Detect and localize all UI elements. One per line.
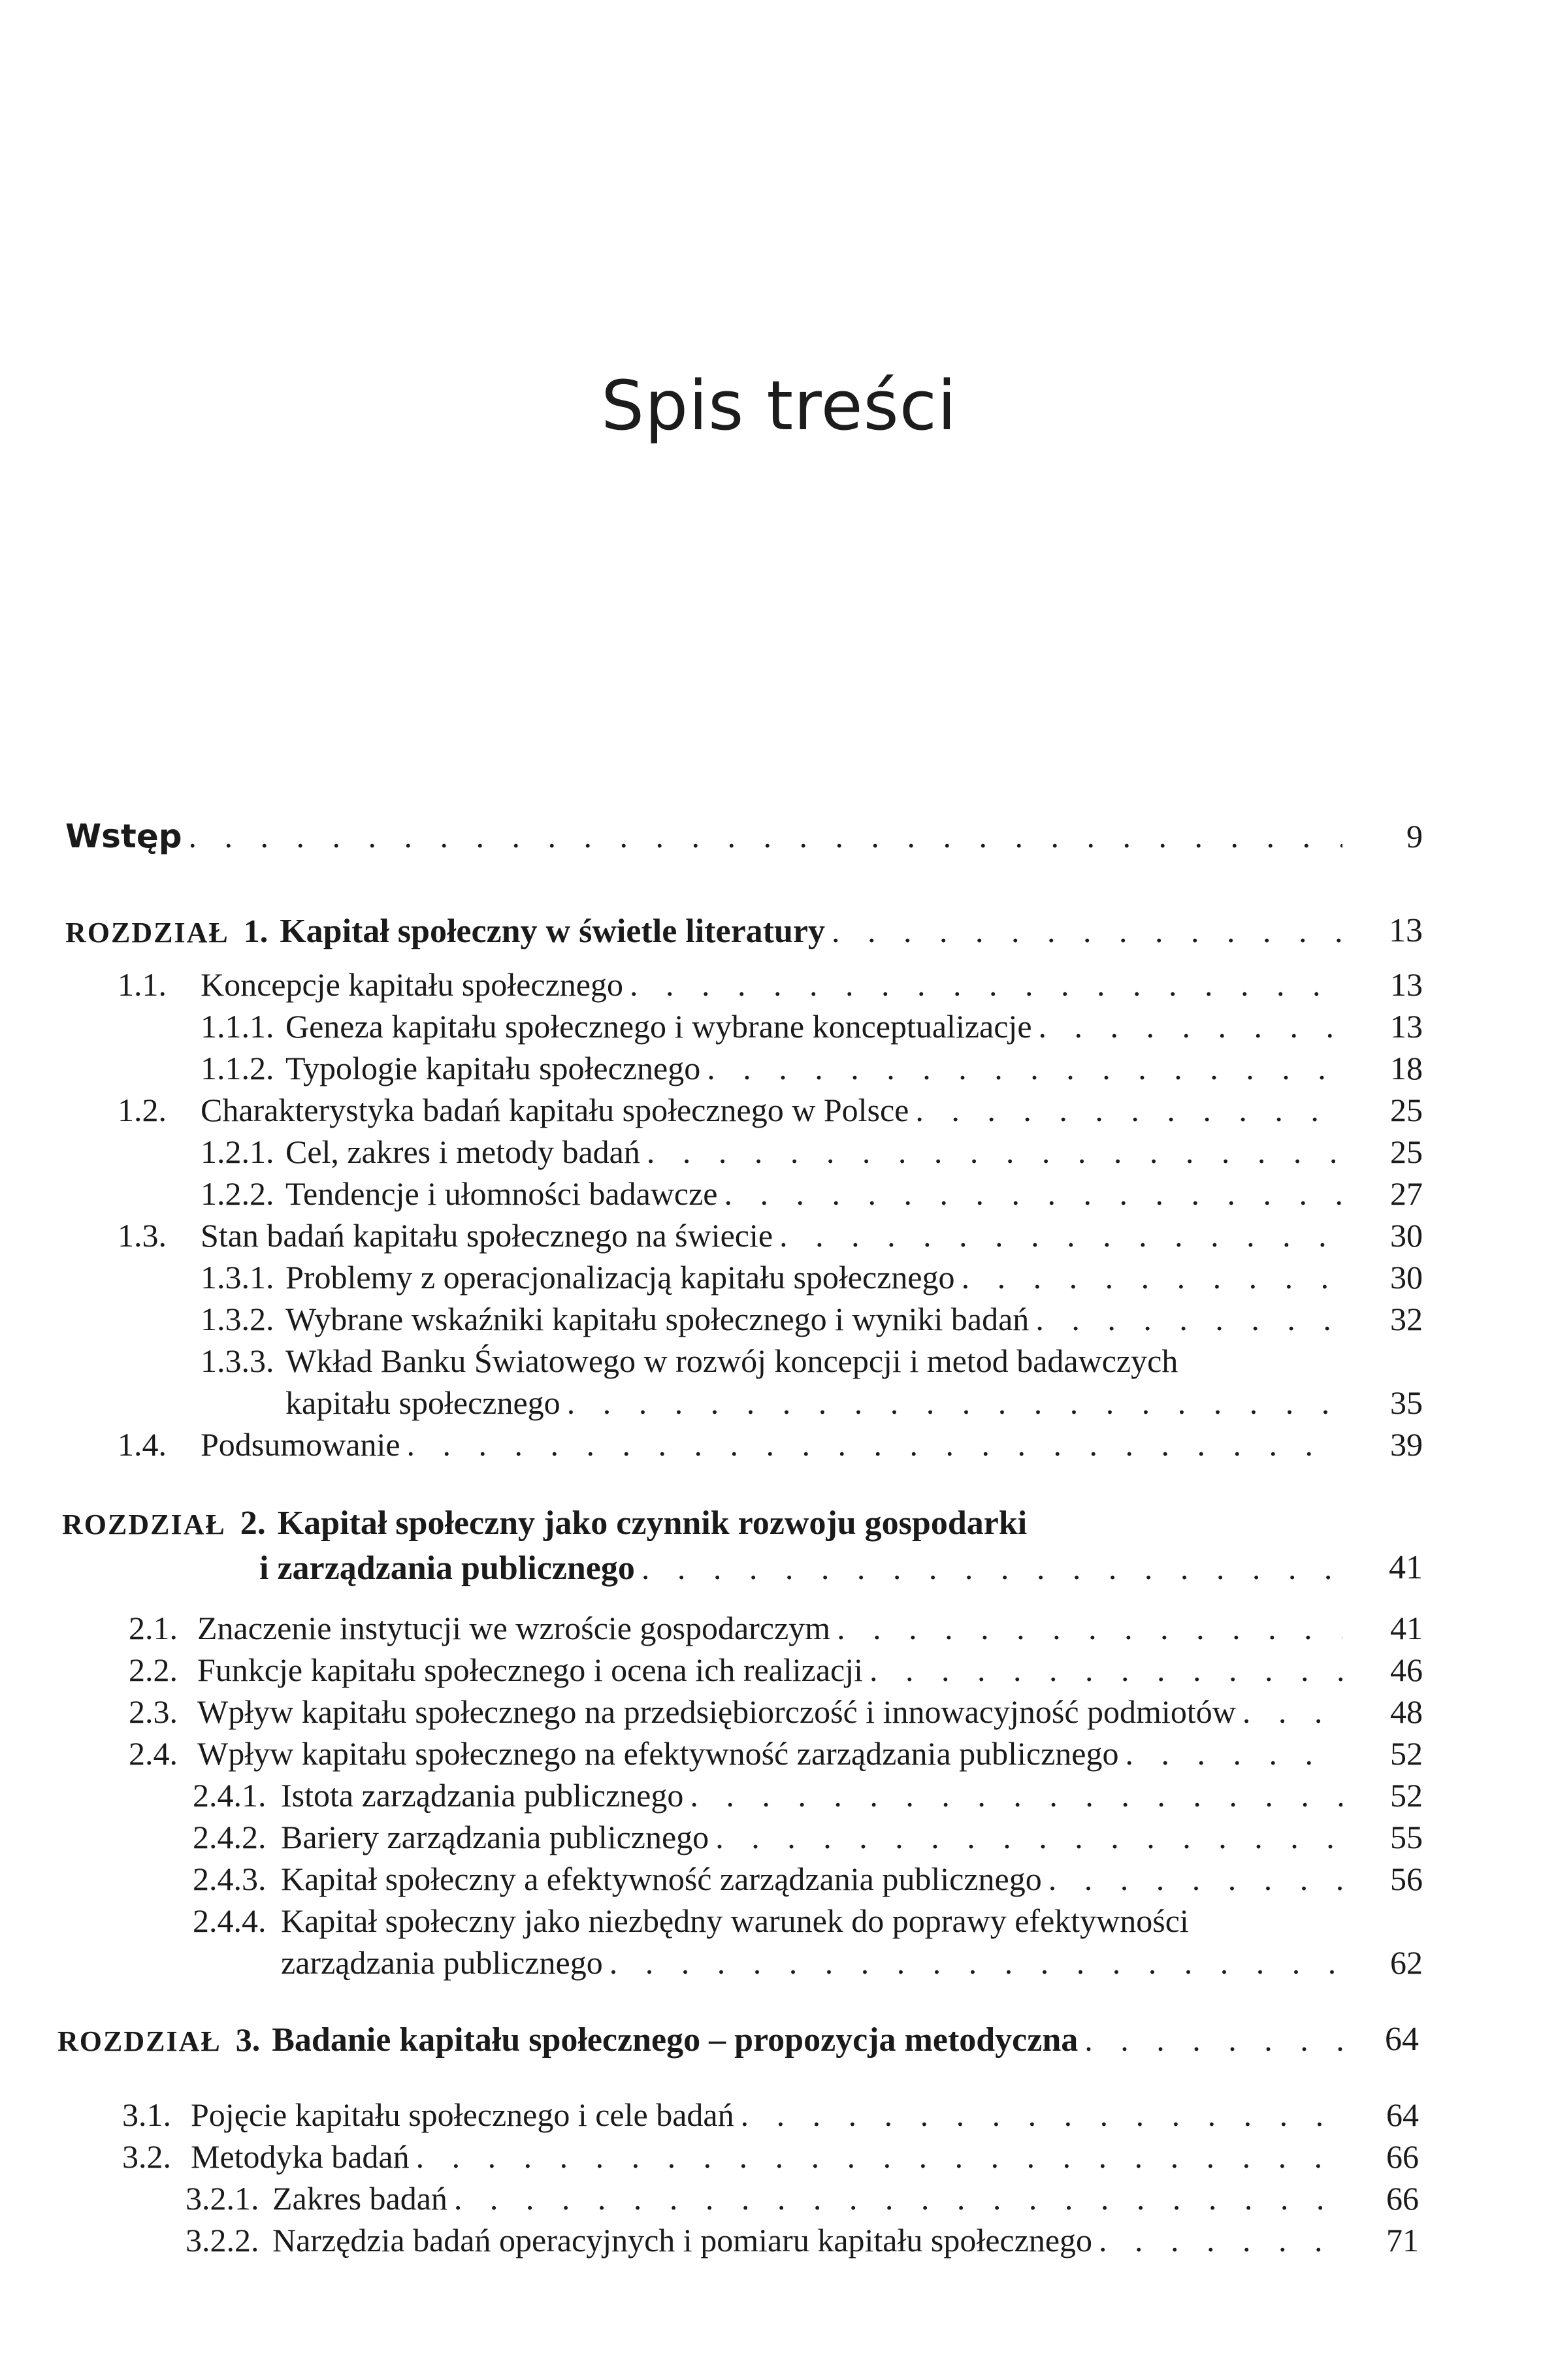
section-number: 2.4. [129, 1735, 178, 1772]
leader-dots [1078, 2019, 1342, 2061]
section-title: Bariery zarządzania publicznego [281, 1819, 709, 1855]
toc-entry[interactable] [0, 1005, 1558, 1051]
toc-entry[interactable] [0, 1607, 1558, 1653]
leader-dots [640, 1131, 1342, 1173]
toc-page-number: 62 [1390, 1944, 1423, 1981]
toc-entry[interactable] [0, 1733, 1558, 1778]
page-title: Spis treści [601, 366, 957, 446]
section-number: 3.2.1. [186, 2180, 259, 2217]
toc-page-number: 41 [1390, 1610, 1423, 1646]
section-number: 2.4.3. [193, 1861, 267, 1897]
section-title: Metodyka badań [191, 2138, 410, 2175]
toc-entry[interactable] [0, 1858, 1558, 1904]
section-number: 1.3.1. [201, 1259, 274, 1296]
leader-dots [1236, 1691, 1342, 1733]
section-number: 2.1. [129, 1610, 178, 1646]
leader-dots [825, 910, 1342, 952]
toc-entry-label: Wstęp [65, 817, 182, 855]
toc-page-number: 25 [1390, 1092, 1423, 1128]
section-number: 2.4.2. [193, 1819, 267, 1855]
section-title: Funkcje kapitału społecznego i ocena ich realizacji [197, 1652, 863, 1688]
chapter-title-continued: i zarządzania publicznego [259, 1550, 635, 1587]
toc-page-number: 66 [1386, 2138, 1419, 2175]
chapter-number: 2. [240, 1505, 266, 1542]
section-title: Koncepcje kapitału społecznego [201, 966, 623, 1003]
toc-entry[interactable] [0, 1256, 1558, 1302]
section-title: Problemy z operacjonalizacją kapitału społecznego [285, 1259, 955, 1296]
toc-page-number: 56 [1390, 1861, 1423, 1897]
toc-page-number: 41 [1389, 1549, 1423, 1586]
section-title: Pojęcie kapitału społecznego i cele badań [191, 2096, 734, 2133]
toc-chapter-2[interactable] [0, 1503, 1558, 1594]
toc-entry[interactable] [0, 1089, 1558, 1135]
toc-page-number: 64 [1385, 2021, 1419, 2058]
leader-dots [635, 1547, 1342, 1589]
toc-page-number: 13 [1390, 1008, 1423, 1045]
toc-entry[interactable] [0, 1214, 1558, 1260]
toc-page-number: 30 [1390, 1217, 1423, 1254]
section-number: 1.3. [118, 1217, 167, 1254]
toc-page-number: 48 [1390, 1693, 1423, 1730]
leader-dots [1042, 1858, 1342, 1900]
chapter-title: Kapitał społeczny jako czynnik rozwoju gospodarki [277, 1505, 1028, 1542]
section-number: 1.4. [118, 1426, 167, 1463]
section-number: 3.2. [122, 2138, 171, 2175]
leader-dots [700, 1047, 1342, 1089]
toc-entry-intro[interactable] [0, 815, 1558, 861]
section-number: 1.2.2. [201, 1175, 274, 1212]
section-number: 1.1.2. [201, 1050, 274, 1086]
section-number: 1.2.1. [201, 1133, 274, 1170]
toc-page-number: 32 [1390, 1301, 1423, 1337]
section-title: Geneza kapitału społecznego i wybrane konceptualizacje [285, 1008, 1032, 1045]
section-title: Kapitał społeczny a efektywność zarządzania publicznego [281, 1861, 1042, 1897]
toc-page-number: 71 [1386, 2222, 1419, 2258]
toc-entry[interactable] [0, 1131, 1558, 1177]
leader-dots [1119, 1733, 1343, 1774]
toc-page-number: 46 [1390, 1652, 1423, 1688]
leader-dots [623, 964, 1342, 1005]
leader-dots [773, 1214, 1342, 1256]
leader-dots [709, 1816, 1342, 1858]
toc-entry[interactable] [0, 1816, 1558, 1862]
toc-entry[interactable] [0, 1173, 1558, 1218]
toc-entry[interactable] [0, 1424, 1558, 1469]
chapter-number: 3. [235, 2021, 261, 2058]
section-title: Znaczenie instytucji we wzroście gospodarczym [197, 1610, 831, 1646]
toc-page-number: 52 [1390, 1777, 1423, 1814]
toc-page-number: 18 [1390, 1050, 1423, 1086]
leader-dots [182, 815, 1342, 857]
chapter-keyword: ROZDZIAŁ [62, 1508, 226, 1540]
section-number: 2.4.4. [193, 1902, 267, 1939]
toc-entry[interactable] [0, 1691, 1558, 1736]
leader-dots [718, 1173, 1343, 1214]
toc-entry[interactable] [0, 2177, 1558, 2223]
leader-dots [400, 1424, 1342, 1465]
section-number: 2.4.1. [193, 1777, 267, 1814]
leader-dots [734, 2094, 1342, 2136]
section-number: 2.2. [129, 1652, 178, 1688]
chapter-title: Kapitał społeczny w świetle literatury [280, 913, 825, 950]
section-title-continued: zarządzania publicznego [281, 1944, 603, 1981]
toc-page-number: 13 [1389, 912, 1423, 949]
chapter-keyword: ROZDZIAŁ [57, 2025, 221, 2057]
leader-dots [410, 2136, 1342, 2177]
toc-page-number: 27 [1390, 1175, 1423, 1212]
toc-entry[interactable] [0, 1774, 1558, 1820]
toc-page-number: 39 [1390, 1426, 1423, 1463]
chapter-keyword: ROZDZIAŁ [65, 917, 229, 949]
chapter-title: Badanie kapitału społecznego – propozycja metodyczna [272, 2021, 1079, 2059]
toc-entry[interactable] [0, 1900, 1558, 1987]
toc-chapter-1[interactable] [0, 910, 1558, 956]
leader-dots [447, 2177, 1342, 2219]
leader-dots [1032, 1005, 1342, 1047]
toc-chapter-3[interactable] [0, 2019, 1558, 2064]
section-title: Kapitał społeczny jako niezbędny warunek do poprawy efektywności [281, 1902, 1189, 1939]
section-title: Narzędzia badań operacyjnych i pomiaru kapitału społecznego [272, 2222, 1093, 2258]
toc-page-number: 25 [1390, 1133, 1423, 1170]
toc-entry[interactable] [0, 1047, 1558, 1093]
section-title: Wkład Banku Światowego w rozwój koncepcji i metod badawczych [285, 1343, 1178, 1379]
toc-entry[interactable] [0, 964, 1558, 1009]
section-number: 3.2.2. [186, 2222, 259, 2258]
section-title: Podsumowanie [201, 1426, 400, 1463]
section-title-continued: kapitału społecznego [285, 1384, 560, 1421]
leader-dots [909, 1089, 1342, 1131]
leader-dots [863, 1649, 1342, 1691]
leader-dots [1092, 2219, 1342, 2261]
section-title: Istota zarządzania publicznego [281, 1777, 684, 1814]
section-number: 1.1. [118, 966, 167, 1003]
toc-entry[interactable] [0, 1298, 1558, 1344]
section-title: Wpływ kapitału społecznego na efektywność zarządzania publicznego [197, 1735, 1119, 1772]
section-number: 2.3. [129, 1693, 178, 1730]
toc-entry[interactable] [0, 2219, 1558, 2265]
toc-entry[interactable] [0, 2094, 1558, 2140]
section-number: 1.3.2. [201, 1301, 274, 1337]
section-title: Wybrane wskaźniki kapitału społecznego i wyniki badań [285, 1301, 1030, 1337]
toc-page-number: 13 [1390, 966, 1423, 1003]
toc-page-number: 55 [1390, 1819, 1423, 1855]
section-title: Typologie kapitału społecznego [285, 1050, 701, 1086]
section-title: Wpływ kapitału społecznego na przedsiębiorczość i innowacyjność podmiotów [197, 1693, 1236, 1730]
leader-dots [683, 1774, 1342, 1816]
section-title: Zakres badań [272, 2180, 447, 2217]
toc-entry[interactable] [0, 2136, 1558, 2181]
chapter-number: 1. [243, 913, 268, 949]
section-title: Cel, zakres i metody badań [285, 1133, 640, 1170]
section-number: 1.3.3. [201, 1343, 274, 1379]
toc-entry[interactable] [0, 1340, 1558, 1427]
leader-dots [1029, 1298, 1342, 1340]
toc-page-number: 35 [1390, 1384, 1423, 1421]
leader-dots [830, 1607, 1342, 1649]
toc-page-number: 9 [1406, 818, 1423, 855]
toc-page-number: 66 [1386, 2180, 1419, 2217]
leader-dots [560, 1382, 1342, 1424]
section-title: Stan badań kapitału społecznego na świecie [201, 1217, 773, 1254]
section-number: 3.1. [122, 2096, 171, 2133]
toc-page-number: 30 [1390, 1259, 1423, 1296]
section-number: 1.1.1. [201, 1008, 274, 1045]
section-title: Charakterystyka badań kapitału społecznego w Polsce [201, 1092, 909, 1128]
section-title: Tendencje i ułomności badawcze [285, 1175, 718, 1212]
toc-page-number: 52 [1390, 1735, 1423, 1772]
toc-entry[interactable] [0, 1649, 1558, 1695]
leader-dots [603, 1942, 1342, 1983]
toc-page-number: 64 [1386, 2096, 1419, 2133]
leader-dots [955, 1256, 1342, 1298]
section-number: 1.2. [118, 1092, 167, 1128]
